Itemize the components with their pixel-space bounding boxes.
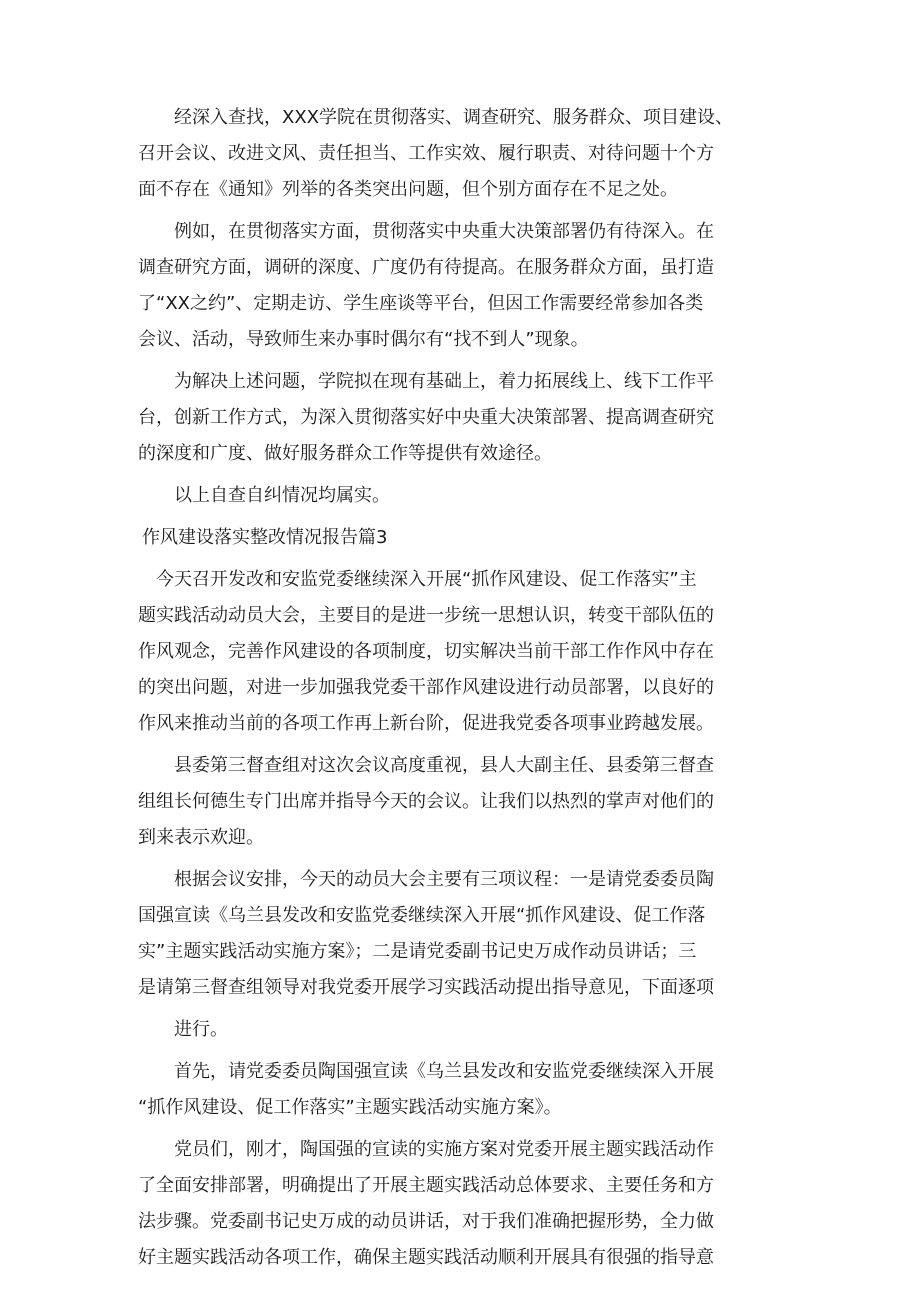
- text-line: 了“XX之约”、定期走访、学生座谈等平台，但因工作需要经常参加各类: [138, 293, 704, 314]
- text-line: 县委第三督查组对这次会议高度重视，县人大副主任、县委第三督查: [174, 755, 714, 776]
- paragraph: [138, 1012, 798, 1048]
- text-line: 调查研究方面，调研的深度、广度仍有待提高。在服务群众方面，虽打造: [138, 257, 714, 278]
- text-line: 国强宣读《乌兰县发改和安监党委继续深入开展“抓作风建设、促工作落: [138, 905, 706, 926]
- text-line: 为解决上述问题，学院拟在现有基础上，着力拓展线上、线下工作平: [174, 371, 714, 392]
- text-line: 面不存在《通知》列举的各类突出问题，但个别方面存在不足之处。: [138, 179, 678, 200]
- paragraph: [138, 364, 798, 472]
- text-line: 作风来推动当前的各项工作再上新台阶，促进我党委各项事业跨越发展。: [138, 713, 714, 734]
- text-line: 了全面安排部署，明确提出了开展主题实践活动总体要求、主要任务和方: [138, 1175, 714, 1196]
- document-body: [138, 100, 798, 1282]
- text-line: “抓作风建设、促工作落实”主题实践活动实施方案》。: [138, 1097, 562, 1118]
- paragraph: [138, 100, 798, 208]
- text-line: 党员们，刚才，陶国强的宣读的实施方案对党委开展主题实践活动作: [174, 1139, 714, 1160]
- text-line: 进行。: [174, 1019, 228, 1040]
- paragraph: [138, 1132, 798, 1276]
- text-line: 题实践活动动员大会，主要目的是进一步统一思想认识，转变干部队伍的: [138, 605, 714, 626]
- text-line: 经深入查找，XXX学院在贯彻落实、调查研究、服务群众、项目建设、: [174, 107, 733, 128]
- text-line: 好主题实践活动各项工作，确保主题实践活动顺利开展具有很强的指导意: [138, 1247, 714, 1268]
- paragraph: [138, 562, 798, 742]
- text-line: 会议、活动，导致师生来办事时偶尔有“找不到人”现象。: [138, 329, 589, 350]
- section-heading: [138, 520, 798, 556]
- text-line: 是请第三督查组领导对我党委开展学习实践活动提出指导意见，下面逐项: [138, 977, 714, 998]
- text-line: 台，创新工作方式，为深入贯彻落实好中央重大决策部署、提高调查研究: [138, 407, 714, 428]
- text-line: 的突出问题，对进一步加强我党委干部作风建设进行动员部署，以良好的: [138, 677, 714, 698]
- paragraph: [138, 478, 798, 514]
- heading-text: 作风建设落实整改情况报告篇3: [142, 527, 388, 548]
- text-line: 到来表示欢迎。: [138, 827, 264, 848]
- text-line: 作风观念，完善作风建设的各项制度，切实解决当前干部工作作风中存在: [138, 641, 714, 662]
- paragraph: [138, 1054, 798, 1126]
- text-line: 的深度和广度、做好服务群众工作等提供有效途径。: [138, 443, 552, 464]
- text-line: 今天召开发改和安监党委继续深入开展“抓作风建设、促工作落实”主: [156, 569, 697, 590]
- text-line: 例如，在贯彻落实方面，贯彻落实中央重大决策部署仍有待深入。在: [174, 221, 714, 242]
- text-line: 组组长何德生专门出席并指导今天的会议。让我们以热烈的掌声对他们的: [138, 791, 714, 812]
- text-line: 根据会议安排，今天的动员大会主要有三项议程：一是请党委委员陶: [174, 869, 714, 890]
- text-line: 实”主题实践活动实施方案》；二是请党委副书记史万成作动员讲话；三: [138, 941, 697, 962]
- text-line: 首先，请党委委员陶国强宣读《乌兰县发改和安监党委继续深入开展: [174, 1061, 714, 1082]
- text-line: 法步骤。党委副书记史万成的动员讲话，对于我们准确把握形势，全力做: [138, 1211, 714, 1232]
- paragraph: [138, 748, 798, 856]
- paragraph: [138, 214, 798, 358]
- paragraph: [138, 862, 798, 1006]
- text-line: 以上自查自纠情况均属实。: [174, 485, 390, 506]
- text-line: 召开会议、改进文风、责任担当、工作实效、履行职责、对待问题十个方: [138, 143, 714, 164]
